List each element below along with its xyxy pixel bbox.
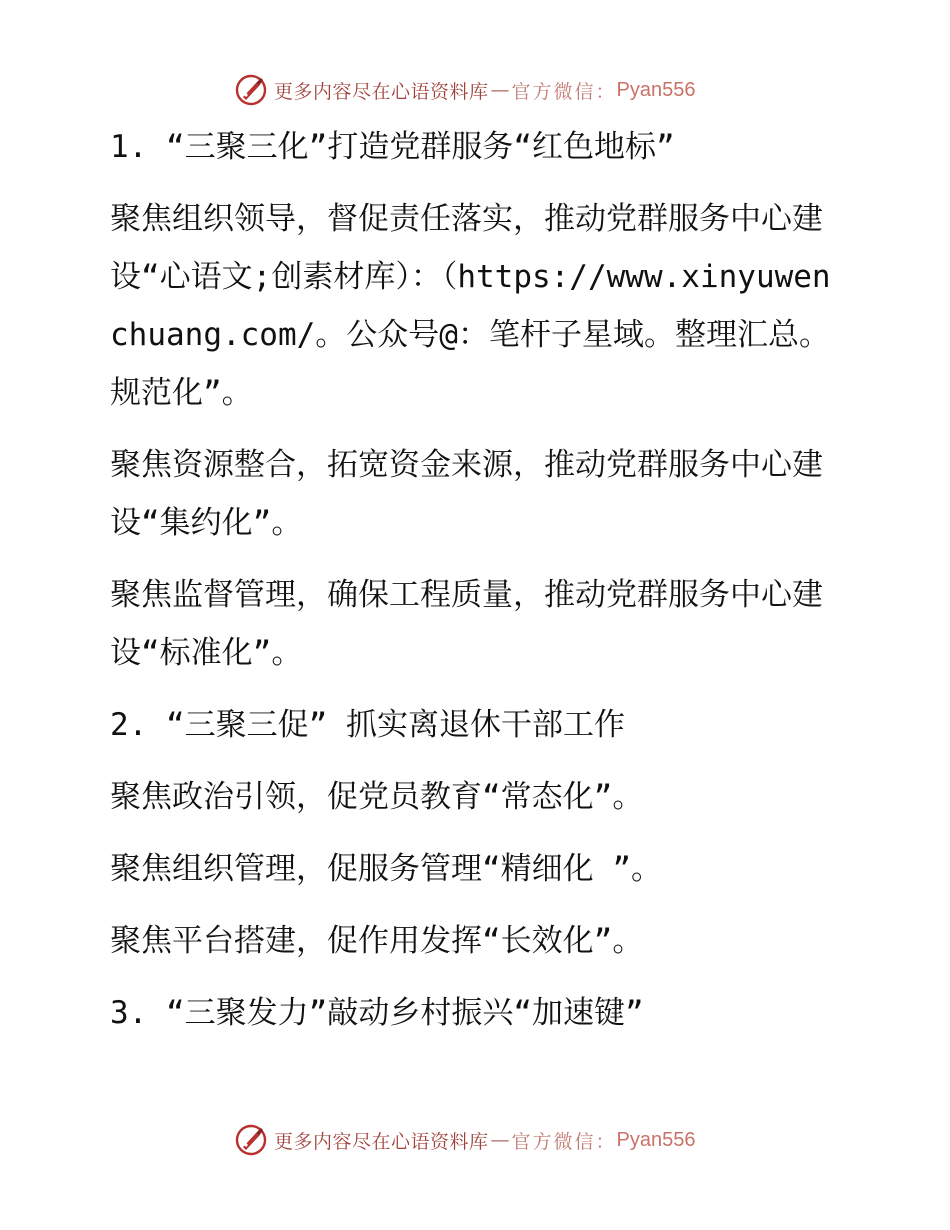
body-paragraph: 聚焦平台搭建，促作用发挥“长效化”。 <box>110 923 644 959</box>
header-watermark <box>234 72 696 108</box>
body-paragraph: 聚焦组织管理，促服务管理“精细化 ”。 <box>110 851 662 887</box>
watermark-wechat-id: Pyan556 <box>616 1128 696 1151</box>
section-heading-3: 3. “三聚发力”敲动乡村振兴“加速键” <box>110 995 644 1031</box>
watermark-brand: 更多内容尽在心语资料库 <box>274 1130 489 1153</box>
pen-logo-icon <box>234 73 268 107</box>
watermark-wechat-id: Pyan556 <box>616 78 696 101</box>
watermark-dash: — <box>490 1129 510 1151</box>
watermark-brand: 更多内容尽在心语资料库 <box>274 80 489 103</box>
body-paragraph: 聚焦组织领导，督促责任落实，推动党群服务中心建设“心语文;创素材库）：（https://www.xinyuwenchuang.com/。公众号@：笔杆子星域。整理汇总。规范化”。 <box>110 201 831 411</box>
pen-logo-icon <box>234 1123 268 1157</box>
watermark-label: 官方微信： <box>511 80 617 103</box>
watermark-dash: — <box>490 79 510 101</box>
footer-watermark <box>234 1122 696 1158</box>
watermark-label: 官方微信： <box>511 1130 617 1153</box>
section-heading-2: 2. “三聚三促” 抓实离退休干部工作 <box>110 707 625 743</box>
section-heading-1: 1. “三聚三化”打造党群服务“红色地标” <box>110 129 675 165</box>
body-paragraph: 聚焦政治引领，促党员教育“常态化”。 <box>110 779 644 815</box>
body-paragraph: 聚焦监督管理，确保工程质量，推动党群服务中心建设“标准化”。 <box>110 577 823 671</box>
document-body <box>96 118 836 1042</box>
body-paragraph: 聚焦资源整合，拓宽资金来源，推动党群服务中心建设“集约化”。 <box>110 447 823 541</box>
